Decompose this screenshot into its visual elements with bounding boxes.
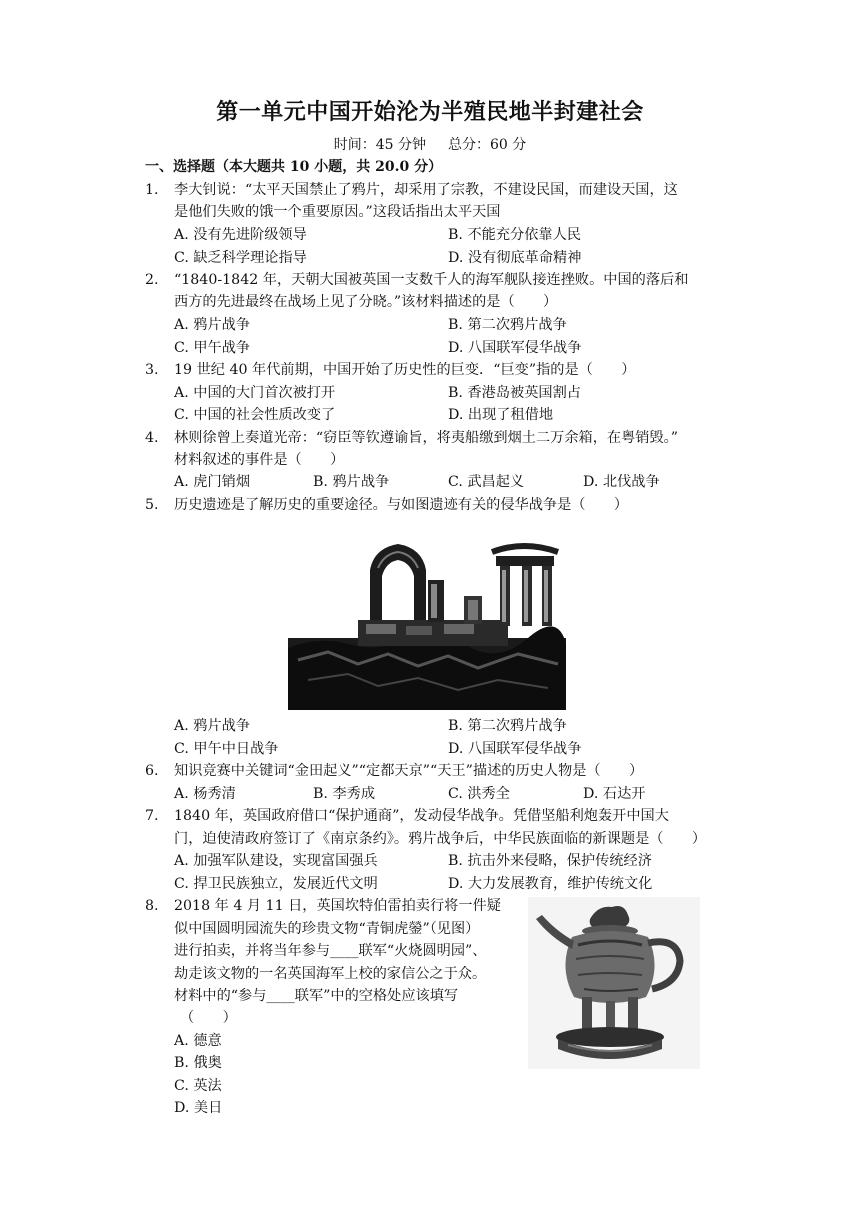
option: B. 不能充分依靠人民 (448, 227, 581, 243)
question-number: 2. (145, 272, 159, 288)
option: D. 大力发展教育，维护传统文化 (448, 876, 653, 892)
option: D. 没有彻底革命精神 (448, 250, 582, 266)
question-number: 5. (145, 497, 159, 513)
option: D. 八国联军侵华战争 (448, 741, 582, 757)
option: A. 虎门销烟 (174, 474, 251, 490)
question-number: 3. (145, 362, 159, 378)
option: C. 英法 (174, 1078, 222, 1094)
option: C. 中国的社会性质改变了 (174, 407, 336, 423)
option: B. 李秀成 (313, 786, 376, 802)
question-text: 劫走该文物的一名英国海军上校的家信公之于众。 (174, 966, 487, 982)
question-text: 19 世纪 40 年代前期，中国开始了历史性的巨变．“巨变”指的是（ ） (174, 362, 636, 378)
option: D. 八国联军侵华战争 (448, 340, 582, 356)
option: A. 鸦片战争 (174, 317, 251, 333)
question-text: “1840-1842 年，天朝大国被英国一支数千人的海军舰队接连挫败。中国的落后和 (174, 272, 689, 288)
question-text: 似中国圆明园流失的珍贵文物“青铜虎鎣”（见图） (174, 921, 480, 937)
option: C. 甲午战争 (174, 340, 251, 356)
question-text: 林则徐曾上奏道光帝：“窃臣等钦遵谕旨，将夷船缴到烟土二万余箱，在粤销毁。” (174, 430, 678, 446)
question-text: 历史遗迹是了解历史的重要途径。与如图遗迹有关的侵华战争是（ ） (174, 497, 629, 513)
time-limit: 时间：45 分钟 (333, 137, 426, 153)
question-text: 知识竞赛中关键词“金田起义”“定都天京”“天王”描述的历史人物是（ ） (174, 763, 644, 779)
question-text: 材料叙述的事件是（ ） (174, 452, 345, 468)
question-number: 7. (145, 808, 159, 824)
option: A. 中国的大门首次被打开 (174, 385, 336, 401)
option: B. 鸦片战争 (313, 474, 390, 490)
bronze-tiger-vessel-image (528, 897, 700, 1069)
exam-meta (0, 134, 860, 154)
section-heading: 一、选择题（本大题共 10 小题，共 20.0 分） (145, 159, 443, 175)
option: B. 抗击外来侵略，保护传统经济 (448, 853, 652, 869)
option: C. 缺乏科学理论指导 (174, 250, 307, 266)
question-text: 2018 年 4 月 11 日，英国坎特伯雷拍卖行将一件疑 (174, 898, 501, 914)
option: B. 第二次鸦片战争 (448, 317, 567, 333)
option: D. 出现了租借地 (448, 407, 554, 423)
question-number: 1. (145, 182, 159, 198)
option: D. 美日 (174, 1100, 223, 1116)
option: D. 北伐战争 (583, 474, 660, 490)
question-text: 李大钊说：“太平天国禁止了鸦片，却采用了宗教，不建设民国，而建设天国，这 (174, 182, 678, 198)
question-number: 4. (145, 430, 159, 446)
option: A. 没有先进阶级领导 (174, 227, 307, 243)
option: C. 捍卫民族独立，发展近代文明 (174, 876, 378, 892)
question-text: 进行拍卖，并将当年参与____联军“火烧圆明园”、 (174, 943, 487, 959)
option: C. 甲午中日战争 (174, 741, 279, 757)
option: C. 武昌起义 (448, 474, 525, 490)
option: B. 第二次鸦片战争 (448, 718, 567, 734)
total-score: 总分：60 分 (448, 137, 527, 153)
option: D. 石达开 (583, 786, 646, 802)
question-text: 是他们失败的饿一个重要原因。”这段话指出太平天国 (174, 204, 501, 220)
question-number: 8. (145, 898, 159, 914)
option: B. 香港岛被英国割占 (448, 385, 581, 401)
option: A. 鸦片战争 (174, 718, 251, 734)
option: A. 德意 (174, 1033, 222, 1049)
page-title: 第一单元中国开始沦为半殖民地半封建社会 (216, 99, 644, 125)
option: A. 加强军队建设，实现富国强兵 (174, 853, 378, 869)
question-text: 材料中的“参与____联军”中的空格处应该填写 (174, 988, 459, 1004)
question-text: 西方的先进最终在战场上见了分晓。”该材料描述的是（ ） (174, 294, 558, 310)
answer-blank: （ ） (180, 1010, 237, 1026)
question-text: 1840 年，英国政府借口“保护通商”，发动侵华战争。凭借坚船利炮轰开中国大 (174, 808, 669, 824)
yuanmingyuan-ruins-image (288, 540, 566, 710)
option: B. 俄奥 (174, 1055, 222, 1071)
option: C. 洪秀全 (448, 786, 510, 802)
question-number: 6. (145, 763, 159, 779)
option: A. 杨秀清 (174, 786, 236, 802)
question-text: 门，迫使清政府签订了《南京条约》。鸦片战争后，中华民族面临的新课题是（ ） (174, 831, 707, 847)
